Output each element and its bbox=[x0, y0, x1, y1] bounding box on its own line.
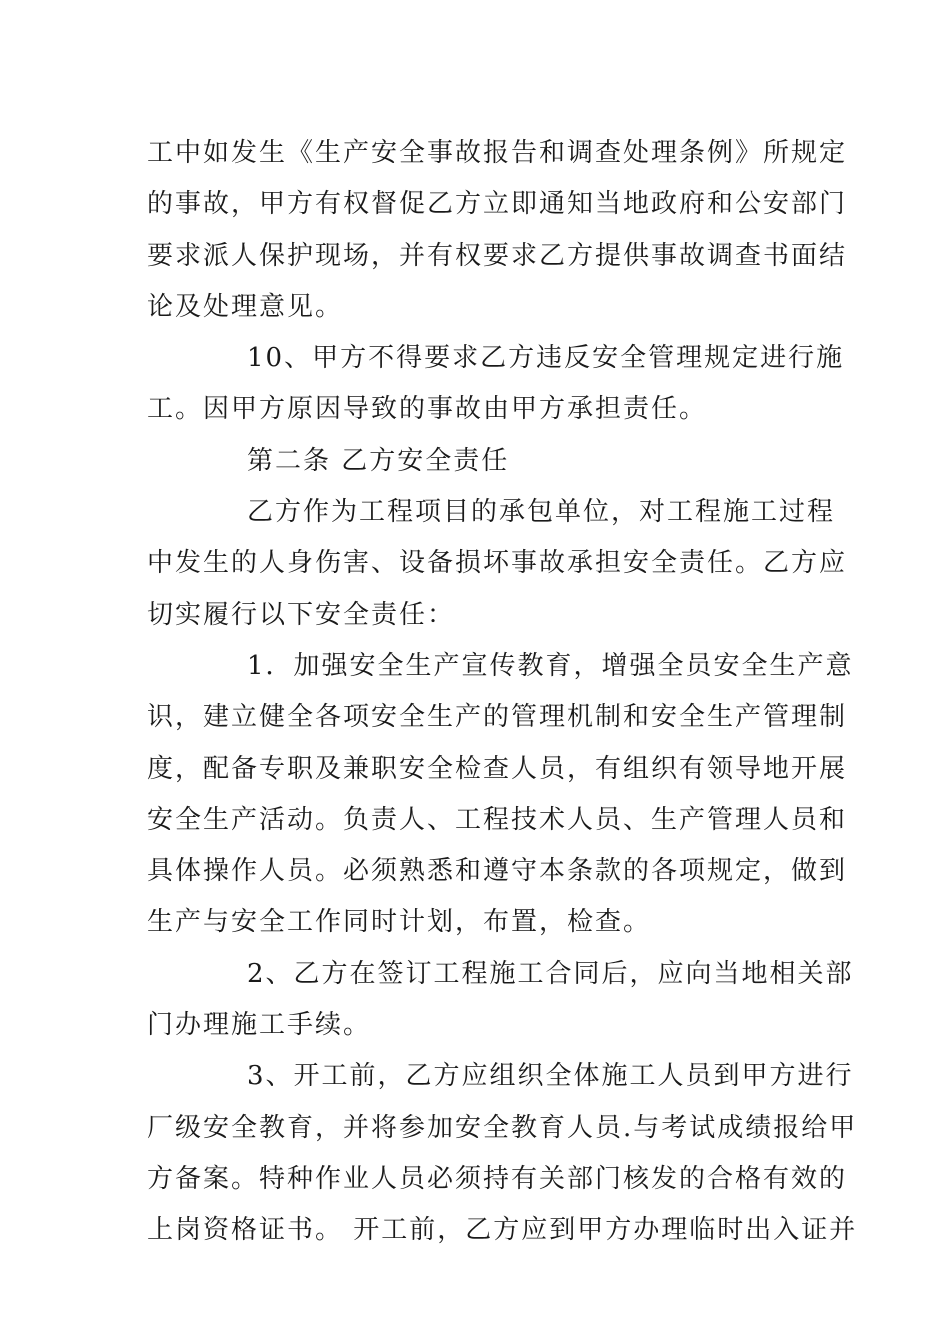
section-heading: 第二条 乙方安全责任 bbox=[247, 445, 510, 476]
text-line: 识，建立健全各项安全生产的管理机制和安全生产管理制 bbox=[147, 702, 848, 733]
text-line: 工。因甲方原因导致的事故由甲方承担责任。 bbox=[147, 394, 708, 425]
text-line: 2、乙方在签订工程施工合同后，应向当地相关部 bbox=[247, 958, 854, 989]
text-line: 中发生的人身伤害、设备损坏事故承担安全责任。乙方应 bbox=[147, 548, 848, 579]
text-line: 安全生产活动。负责人、工程技术人员、生产管理人员和 bbox=[147, 804, 848, 835]
text-line: 1．加强安全生产宣传教育，增强全员安全生产意 bbox=[247, 650, 854, 681]
document-body bbox=[147, 128, 858, 1257]
text-line: 生产与安全工作同时计划，布置，检查。 bbox=[147, 907, 652, 938]
text-line: 3、开工前，乙方应组织全体施工人员到甲方进行 bbox=[247, 1061, 854, 1092]
text-line: 切实履行以下安全责任： bbox=[147, 599, 456, 630]
text-line: 厂级安全教育，并将参加安全教育人员.与考试成绩报给甲 bbox=[147, 1112, 858, 1143]
text-line: 具体操作人员。必须熟悉和遵守本条款的各项规定，做到 bbox=[147, 856, 848, 887]
text-line: 的事故，甲方有权督促乙方立即通知当地政府和公安部门 bbox=[147, 189, 848, 220]
text-line: 方备案。特种作业人员必须持有关部门核发的合格有效的 bbox=[147, 1163, 848, 1194]
text-line: 要求派人保护现场，并有权要求乙方提供事故调查书面结 bbox=[147, 240, 848, 271]
text-line: 上岗资格证书。 开工前，乙方应到甲方办理临时出入证并 bbox=[147, 1215, 858, 1246]
text-line: 工中如发生《生产安全事故报告和调查处理条例》所规定 bbox=[147, 138, 848, 168]
text-line: 乙方作为工程项目的承包单位，对工程施工过程 bbox=[247, 497, 836, 528]
text-line: 度，配备专职及兼职安全检查人员，有组织有领导地开展 bbox=[147, 753, 848, 784]
text-line: 门办理施工手续。 bbox=[147, 1010, 372, 1041]
text-line: 论及处理意见。 bbox=[147, 291, 344, 322]
text-line: 10、甲方不得要求乙方违反安全管理规定进行施 bbox=[247, 343, 845, 374]
